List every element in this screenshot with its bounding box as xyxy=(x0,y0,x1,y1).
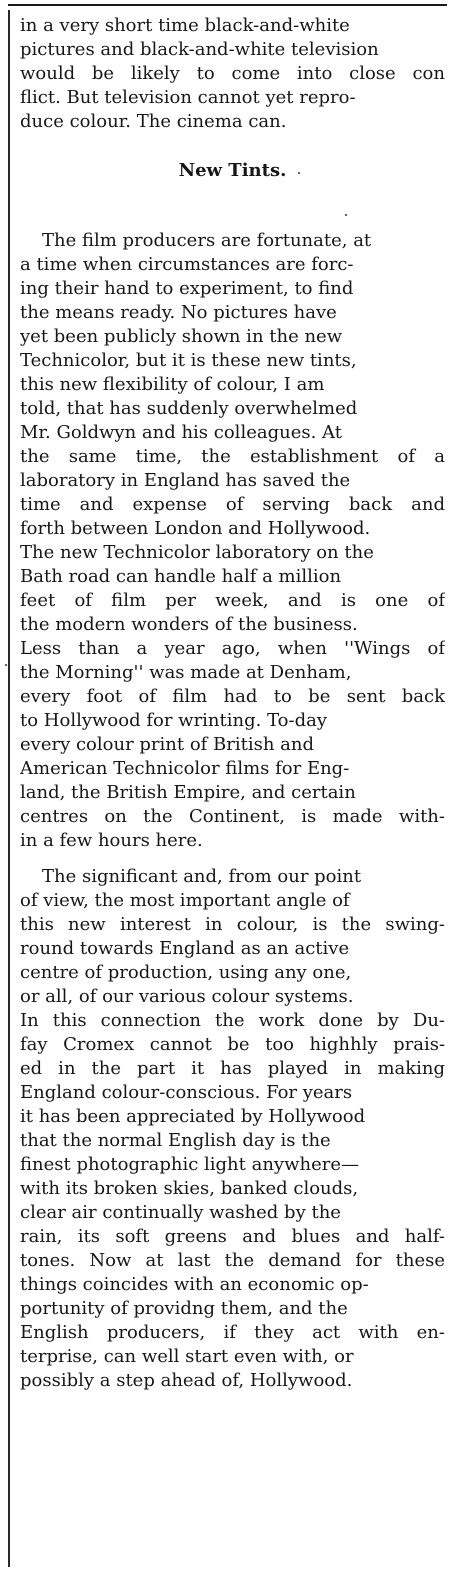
section-heading: New Tints. xyxy=(178,160,287,181)
ink-speck xyxy=(5,664,7,666)
ink-speck xyxy=(345,214,347,216)
text-line: ed in the part it has played in making xyxy=(20,1058,445,1079)
text-line: The new Technicolor laboratory on the xyxy=(20,542,374,563)
text-line: duce colour. The cinema can. xyxy=(20,111,287,132)
text-line: with its broken skies, banked clouds, xyxy=(20,1178,359,1199)
text-line: or all, of our various colour systems. xyxy=(20,986,354,1007)
text-line: feet of film per week, and is one of xyxy=(20,590,445,611)
text-line: this new interest in colour, is the swing- xyxy=(20,914,445,935)
text-line: The significant and, from our point xyxy=(42,866,362,887)
text-line: this new flexibility of colour, I am xyxy=(20,374,325,395)
text-line: time and expense of serving back and xyxy=(20,494,445,515)
text-line: finest photographic light anywhere— xyxy=(20,1154,359,1175)
article-column xyxy=(20,14,445,1393)
lead-paragraph xyxy=(20,14,445,134)
text-line: centres on the Continent, is made with- xyxy=(20,806,445,827)
text-line: Bath road can handle half a million xyxy=(20,566,342,587)
text-line: would be likely to come into close con xyxy=(20,63,445,84)
ink-speck xyxy=(298,172,300,174)
text-line: to Hollywood for wrinting. To-day xyxy=(20,710,328,731)
text-line: Less than a year ago, when ''Wings of xyxy=(20,638,445,659)
text-line: American Technicolor films for Eng- xyxy=(20,758,350,779)
text-line: yet been publicly shown in the new xyxy=(20,326,343,347)
text-line: things coincides with an economic op- xyxy=(20,1274,369,1295)
body-paragraph-2 xyxy=(20,865,445,1393)
text-line: Mr. Goldwyn and his colleagues. At xyxy=(20,422,342,443)
text-line: every colour print of British and xyxy=(20,734,315,755)
text-line: round towards England as an active xyxy=(20,938,350,959)
text-line: pictures and black-and-white television xyxy=(20,39,379,60)
text-line: ing their hand to experiment, to find xyxy=(20,278,354,299)
text-line: England colour-conscious. For years xyxy=(20,1082,353,1103)
text-line: The film producers are fortunate, at xyxy=(42,230,372,251)
top-column-rule xyxy=(8,4,447,6)
text-line: Technicolor, but it is these new tints, xyxy=(20,350,357,371)
text-line: every foot of film had to be sent back xyxy=(20,686,445,707)
text-line: possibly a step ahead of, Hollywood. xyxy=(20,1370,353,1391)
text-line: portunity of providng them, and the xyxy=(20,1298,348,1319)
text-line: that the normal English day is the xyxy=(20,1130,331,1151)
text-line: in a few hours here. xyxy=(20,830,203,851)
text-line: the modern wonders of the business. xyxy=(20,614,358,635)
text-line: centre of production, using any one, xyxy=(20,962,352,983)
text-line: the Morning'' was made at Denham, xyxy=(20,662,352,683)
text-line: In this connection the work done by Du- xyxy=(20,1010,445,1031)
text-line: clear air continually washed by the xyxy=(20,1202,341,1223)
text-line: laboratory in England has saved the xyxy=(20,470,351,491)
text-line: the means ready. No pictures have xyxy=(20,302,337,323)
text-line: forth between London and Hollywood. xyxy=(20,518,371,539)
text-line: English producers, if they act with en- xyxy=(20,1322,445,1343)
text-line: a time when circumstances are forc- xyxy=(20,254,354,275)
text-line: tones. Now at last the demand for these xyxy=(20,1250,445,1271)
text-line: it has been appreciated by Hollywood xyxy=(20,1106,366,1127)
text-line: flict. But television cannot yet repro- xyxy=(20,87,356,108)
text-line: rain, its soft greens and blues and half- xyxy=(20,1226,445,1247)
text-line: land, the British Empire, and certain xyxy=(20,782,356,803)
body-paragraph-1 xyxy=(20,229,445,853)
text-line: of view, the most important angle of xyxy=(20,890,350,911)
text-line: the same time, the establishment of a xyxy=(20,446,445,467)
text-line: told, that has suddenly overwhelmed xyxy=(20,398,358,419)
text-line: terprise, can well start even with, or xyxy=(20,1346,354,1367)
text-line: fay Cromex cannot be too highhly prais- xyxy=(20,1034,445,1055)
left-column-rule xyxy=(8,10,10,1567)
text-line: in a very short time black-and-white xyxy=(20,15,350,36)
